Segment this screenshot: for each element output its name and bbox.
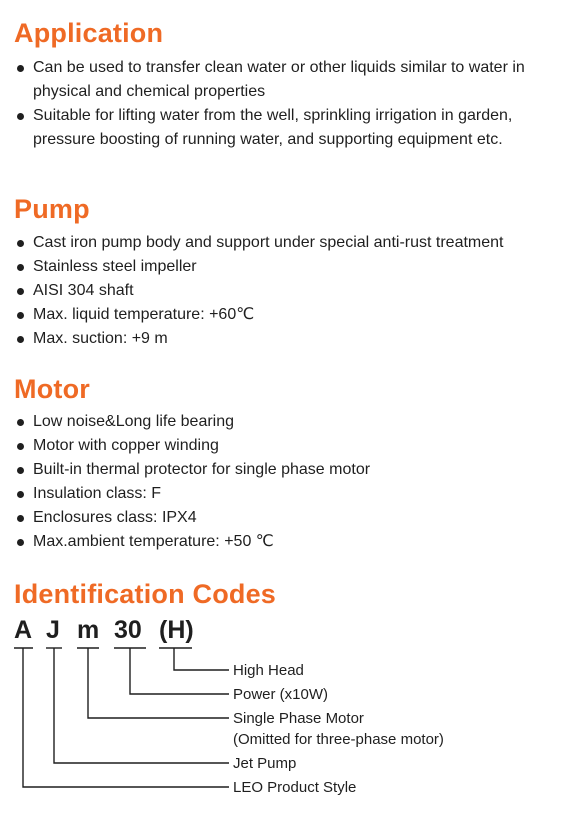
label-power: Power (x10W) [233,686,329,703]
list-item-text: Suitable for lifting water from the well, sprinkling irrigation in garden, pressure boosting of running water, and supporting equipment etc. [33,107,513,148]
label-leo-product-style: LEO Product Style [233,779,357,796]
list-item-text: Max. suction: +9 m [33,330,168,347]
label-single-phase-motor: Single Phase Motor [233,710,364,727]
code-part-j: J [46,616,60,644]
code-part-m: m [77,616,100,644]
list-item-text: Built-in thermal protector for single phase motor [33,461,371,478]
connector-single-phase [88,648,229,718]
list-item-text: Enclosures class: IPX4 [33,509,197,526]
motor-title: Motor [14,374,90,404]
code-part-h: (H) [159,616,194,644]
list-item-text: Insulation class: F [33,485,162,502]
list-item-text: Max. liquid temperature: +60℃ [33,306,255,323]
identification-title: Identification Codes [14,579,277,609]
code-part-a: A [14,616,33,644]
label-omitted-three-phase: (Omitted for three-phase motor) [233,731,444,748]
list-item-text: Can be used to transfer clean water or other liquids similar to water in physical and chemical properties [33,59,525,100]
list-item-text: Stainless steel impeller [33,258,197,275]
application-title: Application [14,18,164,48]
list-item-text: AISI 304 shaft [33,282,134,299]
connector-high-head [174,648,229,670]
connector-power [130,648,229,694]
list-item-text: Motor with copper winding [33,437,219,454]
connector-jet-pump [54,648,229,763]
list-item-text: Max.ambient temperature: +50 ℃ [33,533,274,550]
pump-title: Pump [14,194,90,224]
label-high-head: High Head [233,662,304,679]
list-item-text: Cast iron pump body and support under special anti-rust treatment [33,234,504,251]
code-part-30: 30 [114,616,142,644]
label-jet-pump: Jet Pump [233,755,297,772]
list-item-text: Low noise&Long life bearing [33,413,235,430]
